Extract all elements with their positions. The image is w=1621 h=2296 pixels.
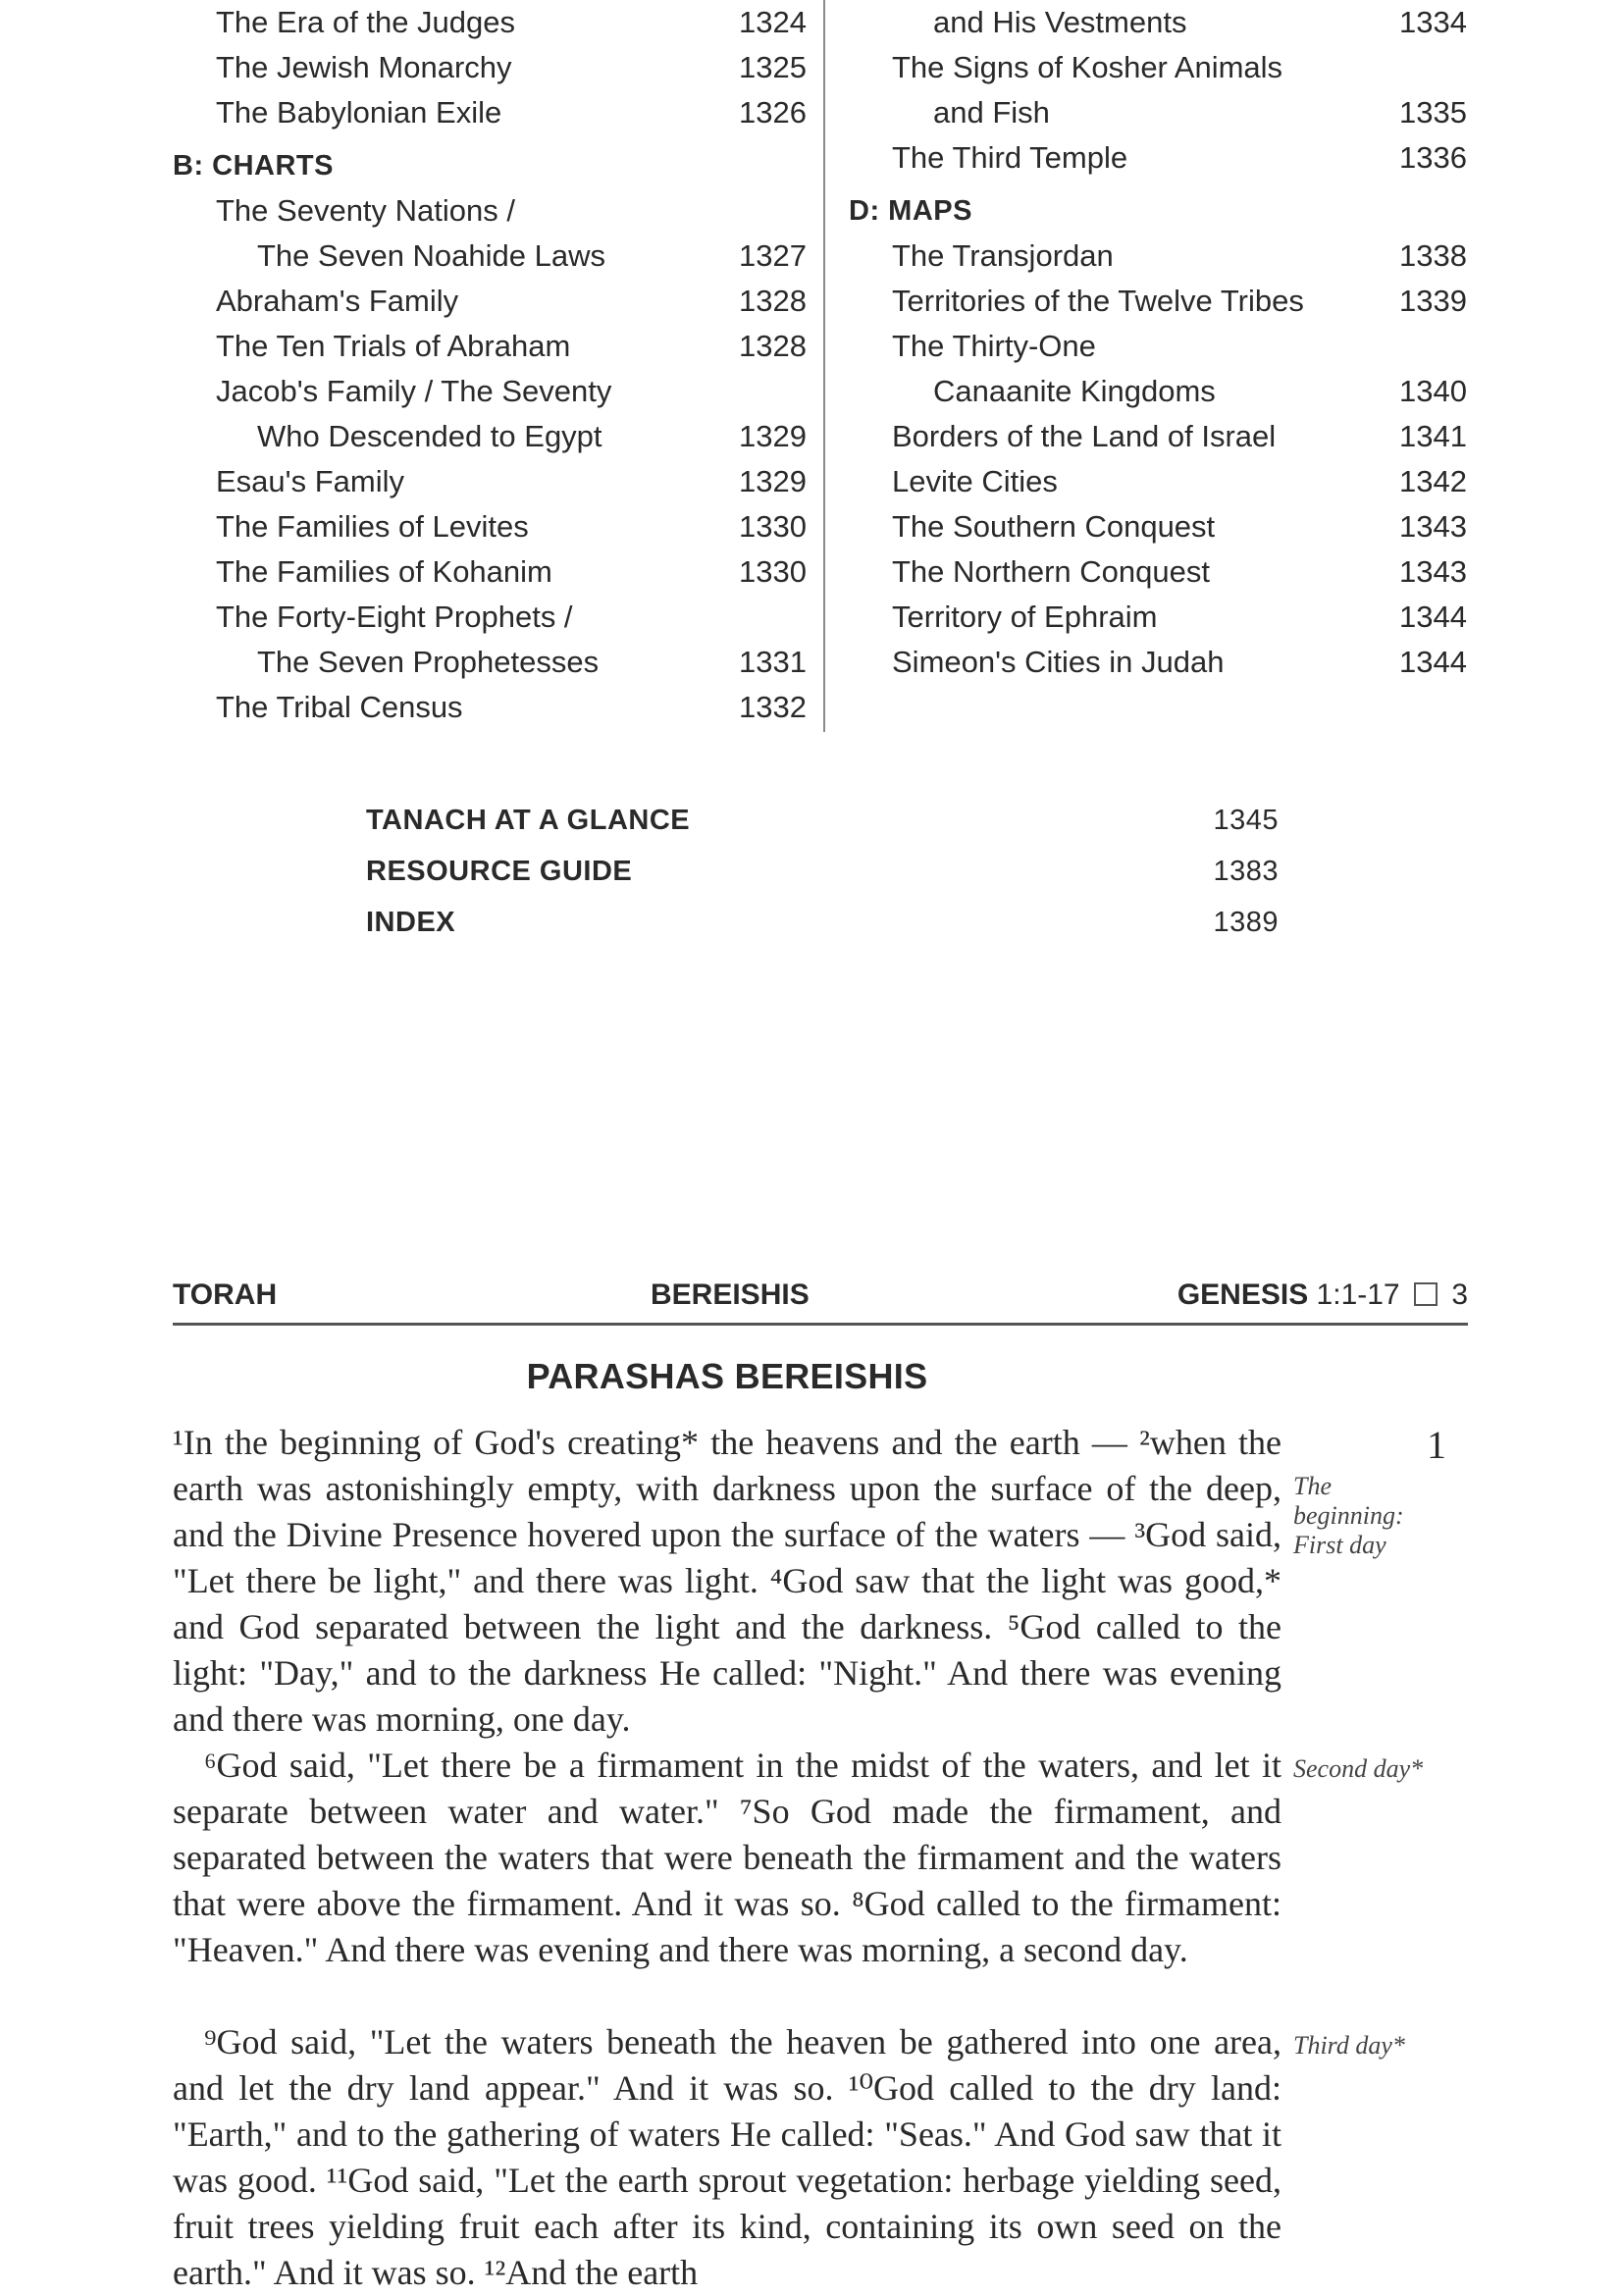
toc-entry-title: The Ten Trials of Abraham (216, 329, 571, 363)
toc-entry-title: Simeon's Cities in Judah (892, 645, 1225, 679)
toc-entry-title: Borders of the Land of Israel (892, 419, 1277, 453)
toc-entry-title: The Families of Kohanim (216, 554, 552, 589)
toc-entry[interactable] (173, 90, 807, 135)
header-book: GENESIS (1177, 1278, 1309, 1311)
verse-text: ¹In the beginning of God's creating* the heavens and the earth — ²when the earth was astonishingly empty, with darkness upon the surface of the deep, and the Divine Presence hovered upon the surface of the waters — ³God said, "Let there be light," and there was light. ⁴God saw that the light was good,* and God separated between the light and the darkness. ⁵God called to the light: "Day," and to the darkness He called: "Night." And there was evening and there was morning, one day. (173, 1423, 1281, 1739)
toc-entry-title: D: MAPS (849, 195, 972, 227)
toc-entry-page: 1330 (739, 509, 807, 544)
verse-paragraph (173, 2019, 1281, 2296)
toc-entry-title: B: CHARTS (173, 150, 334, 182)
page-number: 3 (1451, 1278, 1468, 1311)
margin-note-third-day: Third day* (1293, 2031, 1405, 2060)
parasha-title: PARASHAS BEREISHIS (526, 1356, 928, 1396)
toc-entry[interactable] (849, 234, 1467, 279)
toc-entry-title: Jacob's Family / The Seventy (216, 374, 612, 408)
square-separator-icon (1414, 1282, 1438, 1306)
toc-entry[interactable] (173, 279, 807, 324)
toc-entry-page: 1328 (739, 284, 807, 318)
toc-entry[interactable] (173, 504, 807, 549)
toc-entry-title: Territory of Ephraim (892, 600, 1158, 634)
toc-right-column (849, 0, 1467, 685)
toc-entry[interactable] (849, 504, 1467, 549)
toc-entry[interactable] (849, 640, 1467, 685)
toc-entry-title: The Forty-Eight Prophets / (216, 600, 573, 634)
toc-entry-title: The Thirty-One (892, 329, 1096, 363)
header-rule (173, 1323, 1468, 1326)
toc-entry[interactable] (849, 324, 1467, 369)
header-book-hebrew: BEREISHIS (651, 1278, 810, 1311)
toc-entry-page: 1343 (1399, 554, 1467, 589)
toc-entry-title: The Transjordan (892, 238, 1114, 273)
toc-entry-page: 1344 (1399, 600, 1467, 634)
toc-entry[interactable] (173, 234, 807, 279)
back-matter-title: TANACH AT A GLANCE (366, 805, 691, 836)
header-reference (1177, 1272, 1468, 1319)
back-matter-item[interactable] (366, 846, 1279, 897)
toc-entry-title: The Jewish Monarchy (216, 50, 512, 84)
toc-entry[interactable] (849, 0, 1467, 45)
toc-entry-page: 1330 (739, 554, 807, 589)
toc-entry-title: The Seventy Nations / (216, 193, 515, 228)
toc-entry[interactable] (173, 549, 807, 595)
toc-entry-title: The Northern Conquest (892, 554, 1210, 589)
back-matter-page: 1389 (1213, 907, 1279, 938)
toc-entry[interactable] (849, 279, 1467, 324)
toc-entry-title: The Third Temple (892, 140, 1128, 175)
toc-entry-title: The Seven Noahide Laws (257, 238, 606, 273)
toc-entry[interactable] (849, 595, 1467, 640)
verse-text: ⁶God said, "Let there be a firmament in the midst of the waters, and let it separate between water and water." ⁷So God made the firmament, and separated between the waters that were beneath the firmament and the waters that were above the firmament. And it was so. ⁸God called to the firmament: "Heaven." And there was evening and there was morning, a second day. (173, 1746, 1281, 1969)
back-matter-item[interactable] (366, 897, 1279, 948)
toc-entry-title: Canaanite Kingdoms (933, 374, 1216, 408)
toc-entry[interactable] (173, 640, 807, 685)
toc-entry[interactable] (849, 135, 1467, 181)
toc-entry-title: The Tribal Census (216, 690, 463, 724)
toc-entry[interactable] (849, 459, 1467, 504)
toc-entry-page: 1326 (739, 95, 807, 130)
toc-entry[interactable] (849, 369, 1467, 414)
verse-text: ⁹God said, "Let the waters beneath the heaven be gathered into one area, and let the dry land appear." And it was so. ¹⁰God called to the dry land: "Earth," and to the gathering of waters He called: "Seas." And God saw that it was good. ¹¹God said, "Let the earth sprout vegetation: herbage yielding seed, fruit trees yielding fruit each after its kind, containing its own seed on the earth." And it was so. ¹²And the earth (173, 2022, 1281, 2292)
toc-entry[interactable] (173, 414, 807, 459)
toc-entry-title: Levite Cities (892, 464, 1058, 498)
toc-entry-title: Esau's Family (216, 464, 404, 498)
toc-entry-title: Who Descended to Egypt (257, 419, 602, 453)
toc-entry-page: 1327 (739, 238, 807, 273)
margin-note-second-day: Second day* (1293, 1754, 1424, 1783)
toc-entry-page: 1334 (1399, 5, 1467, 39)
toc-entry[interactable] (173, 459, 807, 504)
header-verse-range: 1:1-17 (1316, 1278, 1400, 1311)
toc-entry-page: 1340 (1399, 374, 1467, 408)
toc-entry-page: 1343 (1399, 509, 1467, 544)
toc-entry-page: 1325 (739, 50, 807, 84)
toc-entry-title: and Fish (933, 95, 1050, 130)
toc-entry-title: Abraham's Family (216, 284, 459, 318)
toc-section-heading (849, 188, 1467, 234)
toc-entry[interactable] (849, 414, 1467, 459)
back-matter-title: RESOURCE GUIDE (366, 856, 633, 887)
toc-entry[interactable] (173, 0, 807, 45)
header-section: TORAH (173, 1278, 278, 1311)
running-header (173, 1272, 1468, 1319)
verse-paragraph (173, 1743, 1281, 1973)
back-matter-page: 1383 (1213, 856, 1279, 887)
toc-entry[interactable] (849, 549, 1467, 595)
toc-section-heading (173, 143, 807, 188)
toc-left-column (173, 0, 807, 730)
back-matter-list (366, 795, 1279, 948)
chapter-number: 1 (1427, 1423, 1446, 1467)
toc-entry-page: 1331 (739, 645, 807, 679)
toc-entry[interactable] (849, 90, 1467, 135)
toc-entry-title: and His Vestments (933, 5, 1187, 39)
toc-entry-title: The Era of the Judges (216, 5, 516, 39)
toc-entry-page: 1341 (1399, 419, 1467, 453)
toc-entry-page: 1324 (739, 5, 807, 39)
toc-entry[interactable] (173, 685, 807, 730)
margin-note-first-day: The beginning: First day (1293, 1472, 1404, 1559)
toc-entry-page: 1328 (739, 329, 807, 363)
toc-entry-page: 1339 (1399, 284, 1467, 318)
toc-entry-title: The Families of Levites (216, 509, 529, 544)
toc-entry[interactable] (173, 369, 807, 414)
toc-entry-page: 1338 (1399, 238, 1467, 273)
toc-entry-page: 1329 (739, 464, 807, 498)
back-matter-page: 1345 (1213, 805, 1279, 836)
toc-entry-page: 1344 (1399, 645, 1467, 679)
toc-entry-page: 1335 (1399, 95, 1467, 130)
toc-entry[interactable] (849, 45, 1467, 90)
back-matter-title: INDEX (366, 907, 456, 938)
toc-column-divider (823, 0, 825, 732)
toc-entry-title: The Seven Prophetesses (257, 645, 600, 679)
toc-entry-title: The Babylonian Exile (216, 95, 502, 130)
toc-entry-page: 1342 (1399, 464, 1467, 498)
toc-entry-title: Territories of the Twelve Tribes (892, 284, 1304, 318)
toc-entry-page: 1332 (739, 690, 807, 724)
toc-entry-page: 1329 (739, 419, 807, 453)
toc-entry-title: The Signs of Kosher Animals (892, 50, 1283, 84)
verse-paragraph (173, 1420, 1281, 1743)
toc-entry[interactable] (173, 45, 807, 90)
back-matter-item[interactable] (366, 795, 1279, 846)
toc-entry[interactable] (173, 324, 807, 369)
toc-entry[interactable] (173, 188, 807, 234)
toc-entry-page: 1336 (1399, 140, 1467, 175)
toc-entry[interactable] (173, 595, 807, 640)
toc-entry-title: The Southern Conquest (892, 509, 1216, 544)
